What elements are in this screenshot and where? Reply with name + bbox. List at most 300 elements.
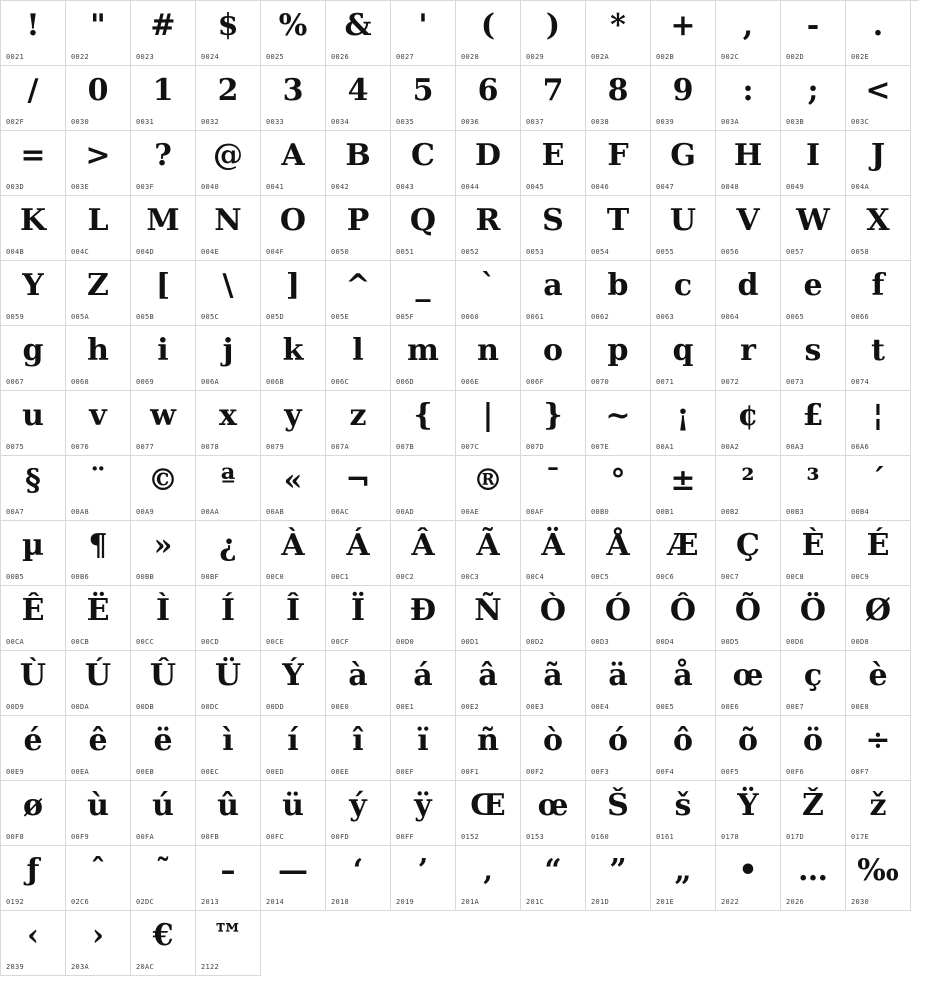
glyph-cell[interactable] [521,781,586,846]
glyph-cell[interactable] [651,196,716,261]
glyph-cell[interactable] [521,651,586,716]
glyph-cell[interactable] [781,456,846,521]
glyph-cell[interactable] [781,651,846,716]
glyph-cell[interactable] [521,196,586,261]
glyph-cell[interactable] [456,651,521,716]
glyph-cell[interactable] [651,66,716,131]
glyph-cell[interactable] [196,326,261,391]
glyph-character: ˜ [155,853,171,888]
glyph-codepoint: 00CA [6,638,25,646]
glyph-cell[interactable] [66,391,131,456]
glyph-cell[interactable] [326,586,391,651]
glyph-cell[interactable] [846,66,911,131]
glyph-character: ñ [477,723,499,758]
glyph-cell[interactable] [326,651,391,716]
glyph-character: Y [22,268,44,303]
glyph-codepoint: 00D0 [396,638,415,646]
glyph-cell[interactable] [1,326,66,391]
glyph-cell[interactable] [521,66,586,131]
glyph-cell[interactable] [66,1,131,66]
glyph-cell[interactable] [261,391,326,456]
glyph-cell[interactable] [326,391,391,456]
glyph-cell[interactable] [391,781,456,846]
glyph-codepoint: 0192 [6,898,25,906]
glyph-cell[interactable] [196,716,261,781]
glyph-codepoint: 003F [136,183,155,191]
glyph-cell[interactable] [196,391,261,456]
glyph-character: t [871,333,885,368]
glyph-cell[interactable] [1,846,66,911]
glyph-codepoint: 201C [526,898,545,906]
glyph-character: œ [537,788,569,823]
glyph-codepoint: 0061 [526,313,545,321]
glyph-codepoint: 00E4 [591,703,610,711]
glyph-codepoint: 0064 [721,313,740,321]
glyph-cell[interactable] [781,261,846,326]
glyph-cell[interactable] [1,911,66,976]
glyph-cell[interactable] [326,196,391,261]
glyph-character: p [607,333,629,368]
glyph-character: \ [222,268,234,303]
glyph-cell[interactable] [716,261,781,326]
glyph-cell[interactable] [651,651,716,716]
glyph-codepoint: 0178 [721,833,740,841]
glyph-cell[interactable] [261,131,326,196]
glyph-cell[interactable] [846,196,911,261]
glyph-character: ¯ [545,463,561,498]
glyph-cell[interactable] [781,1,846,66]
glyph-cell[interactable] [586,716,651,781]
glyph-codepoint: 2014 [266,898,285,906]
glyph-codepoint: 00D5 [721,638,740,646]
glyph-cell[interactable] [781,586,846,651]
glyph-cell[interactable] [456,586,521,651]
glyph-cell[interactable] [196,846,261,911]
glyph-cell[interactable] [66,66,131,131]
glyph-cell[interactable] [586,586,651,651]
glyph-cell[interactable] [196,781,261,846]
glyph-cell[interactable] [1,131,66,196]
glyph-cell[interactable] [196,456,261,521]
glyph-cell[interactable] [456,781,521,846]
glyph-cell[interactable] [586,131,651,196]
glyph-cell[interactable] [716,196,781,261]
glyph-cell[interactable] [131,1,196,66]
glyph-cell[interactable] [586,521,651,586]
glyph-cell[interactable] [261,196,326,261]
glyph-cell[interactable] [66,911,131,976]
glyph-cell[interactable] [326,1,391,66]
glyph-cell[interactable] [846,261,911,326]
glyph-cell[interactable] [131,651,196,716]
glyph-cell[interactable] [66,456,131,521]
glyph-cell[interactable] [131,846,196,911]
glyph-cell[interactable] [391,326,456,391]
glyph-character: é [23,723,43,758]
glyph-codepoint: 017E [851,833,870,841]
glyph-cell[interactable] [131,586,196,651]
glyph-cell[interactable] [261,66,326,131]
glyph-cell[interactable] [781,846,846,911]
glyph-codepoint: 00BB [136,573,155,581]
glyph-cell[interactable] [131,131,196,196]
glyph-cell[interactable] [1,651,66,716]
glyph-character: > [85,138,111,173]
glyph-codepoint: 00C8 [786,573,805,581]
glyph-codepoint: 00C5 [591,573,610,581]
glyph-cell[interactable] [586,846,651,911]
glyph-cell[interactable] [131,456,196,521]
glyph-cell[interactable] [846,1,911,66]
glyph-cell[interactable] [586,456,651,521]
glyph-cell[interactable] [196,261,261,326]
glyph-cell[interactable] [456,456,521,521]
glyph-cell[interactable] [521,716,586,781]
glyph-character [391,458,455,504]
glyph-cell[interactable] [66,261,131,326]
glyph-character: c [673,268,693,303]
glyph-cell[interactable] [66,651,131,716]
glyph-cell[interactable] [131,391,196,456]
glyph-cell[interactable] [846,521,911,586]
glyph-codepoint: 00A6 [851,443,870,451]
glyph-cell[interactable] [781,716,846,781]
glyph-cell[interactable] [846,391,911,456]
glyph-cell[interactable] [651,846,716,911]
glyph-cell[interactable] [1,586,66,651]
glyph-cell[interactable] [326,781,391,846]
glyph-cell[interactable] [586,391,651,456]
glyph-cell[interactable] [326,131,391,196]
glyph-character: h [87,333,109,368]
glyph-codepoint: 00FA [136,833,155,841]
glyph-codepoint: 0039 [656,118,675,126]
glyph-cell[interactable] [66,521,131,586]
glyph-cell[interactable] [586,1,651,66]
glyph-character: O [279,203,307,238]
glyph-codepoint: 201D [591,898,610,906]
glyph-cell[interactable] [456,1,521,66]
glyph-cell[interactable] [846,326,911,391]
glyph-cell[interactable] [651,781,716,846]
glyph-cell[interactable] [586,651,651,716]
glyph-cell[interactable] [196,651,261,716]
glyph-cell[interactable] [1,66,66,131]
glyph-cell[interactable] [456,846,521,911]
glyph-codepoint: 00FF [396,833,415,841]
glyph-character: _ [415,268,431,303]
glyph-codepoint: 00F3 [591,768,610,776]
glyph-codepoint: 0073 [786,378,805,386]
glyph-cell[interactable] [716,846,781,911]
glyph-cell[interactable] [456,521,521,586]
glyph-cell[interactable] [131,196,196,261]
glyph-cell[interactable] [131,521,196,586]
glyph-character: Ý [282,658,304,693]
glyph-codepoint: 006A [201,378,220,386]
glyph-cell[interactable] [1,261,66,326]
glyph-cell[interactable] [781,66,846,131]
glyph-character: Ü [214,658,242,693]
glyph-cell[interactable] [1,456,66,521]
glyph-cell[interactable] [1,196,66,261]
glyph-cell[interactable] [391,456,456,521]
glyph-cell[interactable] [521,846,586,911]
glyph-character: Á [346,528,370,563]
glyph-codepoint: 00CB [71,638,90,646]
glyph-cell[interactable] [586,66,651,131]
glyph-cell[interactable] [391,66,456,131]
glyph-cell[interactable] [781,521,846,586]
glyph-cell[interactable] [781,781,846,846]
glyph-cell[interactable] [521,261,586,326]
glyph-cell[interactable] [326,456,391,521]
glyph-character: 4 [347,73,369,108]
glyph-cell[interactable] [716,521,781,586]
glyph-cell[interactable] [1,1,66,66]
glyph-codepoint: 007B [396,443,415,451]
glyph-cell[interactable] [716,131,781,196]
glyph-codepoint: 003D [6,183,25,191]
glyph-cell[interactable] [781,131,846,196]
glyph-cell[interactable] [261,846,326,911]
glyph-cell[interactable] [196,911,261,976]
glyph-codepoint: 002E [851,53,870,61]
glyph-codepoint: 00D2 [526,638,545,646]
glyph-cell[interactable] [261,716,326,781]
glyph-character: ® [473,463,503,498]
glyph-cell[interactable] [196,66,261,131]
glyph-character: Î [285,593,301,628]
glyph-cell[interactable] [781,326,846,391]
glyph-character: S [542,203,564,238]
glyph-codepoint: 004C [71,248,90,256]
glyph-cell[interactable] [651,326,716,391]
glyph-cell[interactable] [521,521,586,586]
glyph-cell[interactable] [846,456,911,521]
glyph-cell[interactable] [131,66,196,131]
glyph-cell[interactable] [131,716,196,781]
glyph-character: Ç [736,528,760,563]
glyph-cell[interactable] [391,131,456,196]
glyph-cell[interactable] [456,196,521,261]
glyph-cell[interactable] [131,781,196,846]
glyph-character: & [344,8,372,43]
glyph-codepoint: 00B4 [851,508,870,516]
glyph-character: W [796,203,830,238]
glyph-cell[interactable] [846,846,911,911]
glyph-cell[interactable] [391,1,456,66]
glyph-codepoint: 2019 [396,898,415,906]
glyph-cell[interactable] [521,456,586,521]
glyph-cell[interactable] [651,391,716,456]
glyph-cell[interactable] [391,651,456,716]
glyph-character: ' [418,8,428,43]
glyph-cell[interactable] [521,391,586,456]
glyph-cell[interactable] [131,326,196,391]
glyph-cell[interactable] [781,196,846,261]
glyph-cell[interactable] [456,391,521,456]
glyph-character: 2 [217,73,239,108]
glyph-cell[interactable] [521,326,586,391]
glyph-cell[interactable] [651,261,716,326]
glyph-codepoint: 00A3 [786,443,805,451]
glyph-cell[interactable] [66,846,131,911]
glyph-cell[interactable] [326,521,391,586]
glyph-codepoint: 0076 [71,443,90,451]
glyph-cell[interactable] [196,521,261,586]
glyph-cell[interactable] [261,261,326,326]
glyph-codepoint: 0078 [201,443,220,451]
glyph-codepoint: 00C4 [526,573,545,581]
glyph-codepoint: 00C2 [396,573,415,581]
glyph-cell[interactable] [846,586,911,651]
glyph-cell[interactable] [456,131,521,196]
glyph-cell[interactable] [716,66,781,131]
glyph-character: Ÿ [737,788,759,823]
glyph-codepoint: 0025 [266,53,285,61]
glyph-cell[interactable] [586,326,651,391]
glyph-cell[interactable] [1,781,66,846]
glyph-cell[interactable] [261,1,326,66]
glyph-cell[interactable] [66,586,131,651]
glyph-character: Q [409,203,437,238]
glyph-codepoint: 0068 [71,378,90,386]
glyph-cell[interactable] [391,586,456,651]
glyph-character: r [740,333,756,368]
glyph-cell[interactable] [521,586,586,651]
glyph-cell[interactable] [521,1,586,66]
glyph-cell[interactable] [196,131,261,196]
glyph-cell[interactable] [1,716,66,781]
glyph-cell[interactable] [326,846,391,911]
glyph-cell[interactable] [391,391,456,456]
glyph-cell[interactable] [456,261,521,326]
glyph-cell[interactable] [586,781,651,846]
glyph-cell[interactable] [1,391,66,456]
glyph-character: ì [222,723,234,758]
glyph-cell[interactable] [586,196,651,261]
glyph-cell[interactable] [131,911,196,976]
glyph-character: “ [544,853,562,888]
glyph-character: A [281,138,305,173]
glyph-cell[interactable] [261,521,326,586]
glyph-cell[interactable] [651,456,716,521]
glyph-cell[interactable] [716,716,781,781]
glyph-character: Ñ [474,593,502,628]
glyph-cell[interactable] [261,586,326,651]
glyph-cell[interactable] [261,326,326,391]
glyph-codepoint: 00F6 [786,768,805,776]
glyph-cell[interactable] [716,456,781,521]
glyph-character: n [477,333,499,368]
glyph-character: ] [285,268,301,303]
glyph-cell[interactable] [131,261,196,326]
glyph-codepoint: 003B [786,118,805,126]
glyph-character: X [866,203,890,238]
glyph-character: ’ [417,853,429,888]
glyph-cell[interactable] [261,781,326,846]
glyph-character: $ [217,8,239,43]
glyph-cell[interactable] [846,781,911,846]
glyph-codepoint: 00AC [331,508,350,516]
glyph-cell[interactable] [846,651,911,716]
glyph-cell[interactable] [261,651,326,716]
glyph-cell[interactable] [716,1,781,66]
glyph-cell[interactable] [521,131,586,196]
glyph-codepoint: 201A [461,898,480,906]
glyph-cell[interactable] [651,131,716,196]
glyph-cell[interactable] [66,131,131,196]
glyph-cell[interactable] [196,1,261,66]
glyph-character: ‘ [352,853,364,888]
glyph-cell[interactable] [391,521,456,586]
glyph-cell[interactable] [326,66,391,131]
glyph-cell[interactable] [456,326,521,391]
glyph-cell[interactable] [651,586,716,651]
glyph-character: ¡ [676,398,690,433]
glyph-cell[interactable] [326,261,391,326]
glyph-cell[interactable] [781,391,846,456]
glyph-codepoint: 00CD [201,638,220,646]
glyph-character: ‹ [27,918,39,953]
glyph-codepoint: 02C6 [71,898,90,906]
glyph-cell[interactable] [196,196,261,261]
glyph-cell[interactable] [716,651,781,716]
glyph-cell[interactable] [651,1,716,66]
glyph-codepoint: 00AB [266,508,285,516]
glyph-codepoint: 006C [331,378,350,386]
glyph-cell[interactable] [716,326,781,391]
glyph-cell[interactable] [391,261,456,326]
glyph-cell[interactable] [391,196,456,261]
glyph-cell[interactable] [846,131,911,196]
glyph-cell[interactable] [1,521,66,586]
glyph-character: ) [545,8,561,43]
glyph-codepoint: 0027 [396,53,415,61]
glyph-codepoint: 2018 [331,898,350,906]
glyph-cell[interactable] [716,781,781,846]
glyph-cell[interactable] [196,586,261,651]
glyph-codepoint: 0050 [331,248,350,256]
glyph-cell[interactable] [66,326,131,391]
glyph-character: É [866,528,890,563]
glyph-cell[interactable] [66,196,131,261]
glyph-character: • [738,853,758,888]
glyph-cell[interactable] [651,521,716,586]
glyph-cell[interactable] [716,586,781,651]
glyph-codepoint: 00B2 [721,508,740,516]
glyph-cell[interactable] [456,66,521,131]
glyph-cell[interactable] [326,326,391,391]
glyph-cell[interactable] [456,716,521,781]
glyph-codepoint: 0031 [136,118,155,126]
glyph-cell[interactable] [651,716,716,781]
glyph-codepoint: 0063 [656,313,675,321]
glyph-cell[interactable] [66,781,131,846]
glyph-codepoint: 2013 [201,898,220,906]
glyph-cell[interactable] [391,846,456,911]
glyph-cell[interactable] [261,456,326,521]
glyph-cell[interactable] [846,716,911,781]
glyph-codepoint: 00E8 [851,703,870,711]
glyph-character: — [278,853,308,888]
glyph-cell[interactable] [586,261,651,326]
glyph-cell[interactable] [716,391,781,456]
glyph-cell[interactable] [66,716,131,781]
glyph-cell[interactable] [326,716,391,781]
glyph-cell[interactable] [391,716,456,781]
